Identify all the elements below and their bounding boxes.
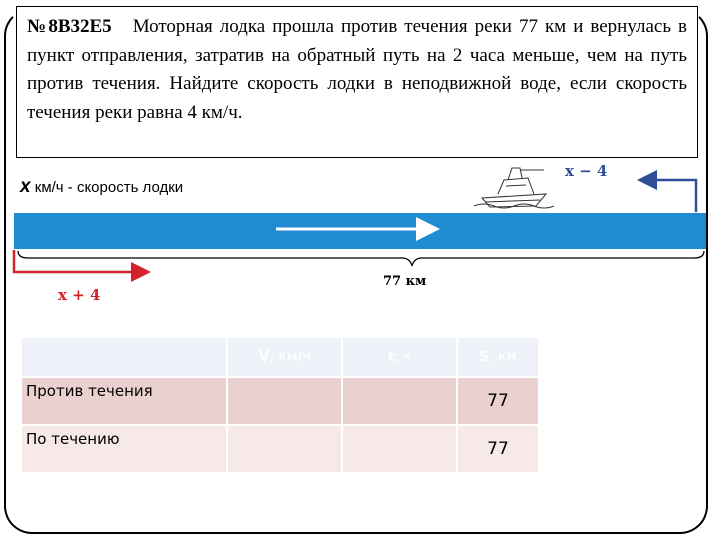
table-header-row (21, 337, 539, 377)
cell-time-downstream[interactable] (342, 425, 457, 473)
problem-text: Моторная лодка прошла против течения реки 77 км и вернулась в пункт отправления, затратив на обратный путь на 2 часа меньше, чем на путь против течения. Найдите скорость лодки в неподвижной воде, если скорость течения реки равна 4 км/ч. (27, 16, 687, 123)
table-row (21, 377, 539, 425)
distance-label: 77 км (383, 274, 427, 289)
cell-time-upstream[interactable] (342, 377, 457, 425)
upstream-arrow (642, 180, 696, 212)
downstream-speed-label: x + 4 (58, 286, 101, 304)
cell-speed-downstream[interactable] (227, 425, 342, 473)
header-speed: V, км/ч (227, 337, 342, 377)
header-empty (21, 337, 227, 377)
table-row (21, 425, 539, 473)
upstream-speed-label: x − 4 (565, 162, 608, 180)
cell-distance-downstream: 77 (457, 425, 539, 473)
distance-brace (18, 251, 704, 266)
motion-table (20, 336, 540, 474)
speed-variable: x (20, 176, 31, 197)
downstream-arrow (14, 250, 146, 272)
row-label-downstream: По течению (21, 425, 227, 473)
speed-description: км/ч - скорость лодки (34, 179, 184, 196)
cell-distance-upstream: 77 (457, 377, 539, 425)
cell-speed-upstream[interactable] (227, 377, 342, 425)
motorboat-icon (474, 168, 554, 208)
header-distance: S, км (457, 337, 539, 377)
header-time: t, ч (342, 337, 457, 377)
row-label-upstream: Против течения (21, 377, 227, 425)
problem-number: №8В32Е5 (27, 16, 112, 37)
